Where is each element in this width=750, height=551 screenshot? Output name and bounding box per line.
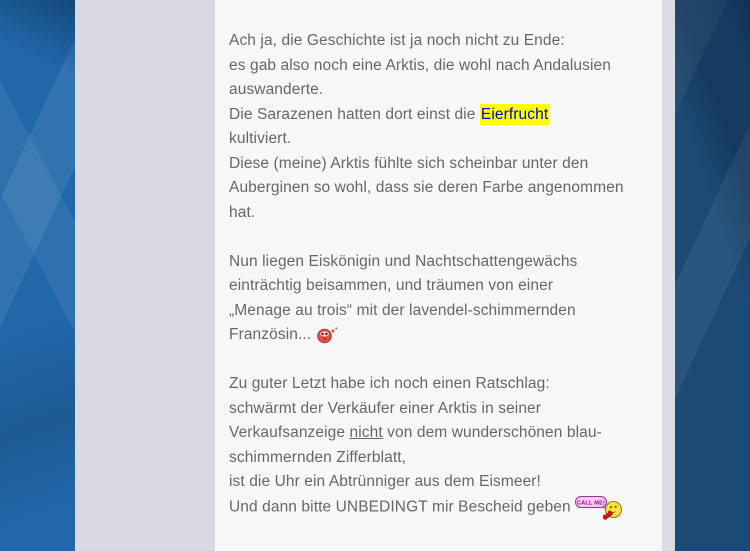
post-line bbox=[229, 54, 652, 79]
post-line bbox=[229, 372, 652, 397]
post-text: von dem wunderschönen blau- bbox=[382, 424, 602, 441]
post-line bbox=[229, 176, 652, 201]
post-line bbox=[229, 421, 652, 446]
post-line bbox=[229, 299, 652, 324]
post-line bbox=[229, 495, 652, 520]
post-text: Verkaufsanzeige bbox=[229, 424, 350, 441]
post-line bbox=[229, 152, 652, 177]
eierfrucht-link[interactable]: Eierfrucht bbox=[480, 105, 549, 123]
post-line bbox=[229, 274, 652, 299]
background-pattern-right bbox=[675, 0, 750, 551]
post-text: Die Sarazenen hatten dort einst die bbox=[229, 105, 480, 123]
post-paragraph bbox=[229, 29, 652, 225]
post-line bbox=[229, 470, 652, 495]
post-line bbox=[229, 323, 652, 348]
post-text: Ach ja, die Geschichte ist ja noch nicht zu Ende: bbox=[229, 32, 565, 49]
post-text: schimmernden Zifferblatt, bbox=[229, 448, 407, 466]
content-right-gutter bbox=[662, 0, 675, 551]
post-text: hat. bbox=[229, 203, 256, 221]
post-paragraph bbox=[229, 250, 652, 348]
blush-kiss-emoticon bbox=[316, 326, 339, 344]
post-line bbox=[229, 78, 652, 103]
post-text: Zu guter Letzt habe ich noch einen Ratschlag: bbox=[229, 375, 550, 392]
post-text: kultiviert. bbox=[229, 130, 292, 147]
post-text: es gab also noch eine Arktis, die wohl nach Andalusien bbox=[229, 56, 611, 74]
post-paragraph bbox=[229, 372, 652, 520]
post-text: Auberginen so wohl, dass sie deren Farbe angenommen bbox=[229, 179, 624, 196]
post-line bbox=[229, 250, 652, 275]
post-text: auswanderte. bbox=[229, 81, 324, 98]
post-body bbox=[215, 0, 662, 551]
background-pattern-left bbox=[0, 0, 75, 551]
post-text: Diese (meine) Arktis fühlte sich scheinbar unter den bbox=[229, 154, 589, 172]
post-line bbox=[229, 29, 652, 54]
post-author-column bbox=[75, 0, 215, 551]
post-line bbox=[229, 446, 652, 471]
post-text: ist die Uhr ein Abtrünniger aus dem Eismeer! bbox=[229, 473, 541, 490]
post-text: Nun liegen Eiskönigin und Nachtschattengewächs bbox=[229, 252, 578, 270]
emphasized-word: nicht bbox=[349, 424, 383, 441]
post-text: Und dann bitte UNBEDINGT mir Bescheid geben bbox=[229, 498, 576, 516]
post-line bbox=[229, 127, 652, 152]
call-me-emoticon bbox=[575, 495, 624, 520]
post-line bbox=[229, 103, 652, 128]
svg-text:CALL ME!: CALL ME! bbox=[577, 500, 606, 507]
post-text: schwärmt der Verkäufer einer Arktis in seiner bbox=[229, 399, 542, 417]
post-text: Französin... bbox=[229, 326, 316, 343]
post-text: „Menage au trois“ mit der lavendel-schimmernden bbox=[229, 301, 576, 319]
post-line bbox=[229, 201, 652, 226]
post-text: einträchtig beisammen, und träumen von einer bbox=[229, 277, 554, 294]
post-line bbox=[229, 397, 652, 422]
